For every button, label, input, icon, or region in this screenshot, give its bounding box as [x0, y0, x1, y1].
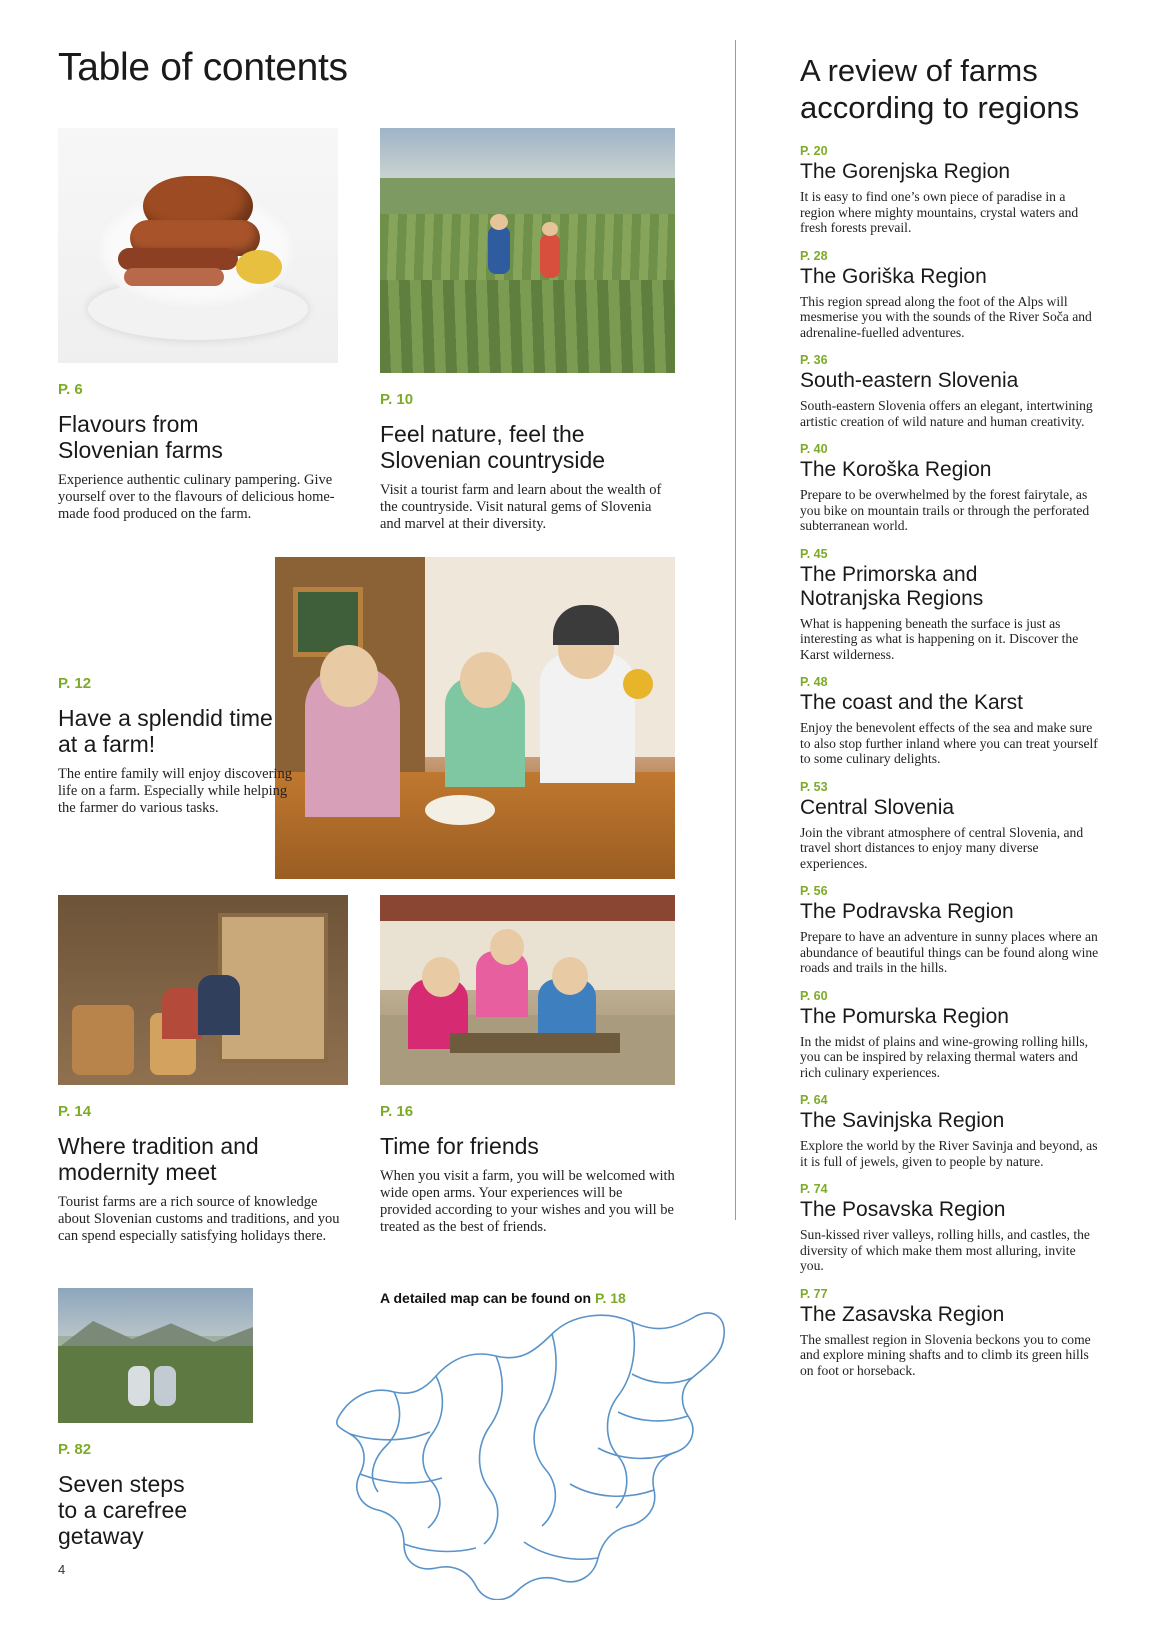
region-entry-posavska[interactable] — [800, 1182, 1100, 1274]
toc-entry-title: Flavours from Slovenian farms — [58, 411, 223, 463]
region-name: The Zasavska Region — [800, 1302, 1005, 1326]
region-desc: In the midst of plains and wine-growing rolling hills, you can be inspired by relaxing thermal waters and rich culinary experiences. — [800, 1033, 1089, 1080]
region-name: The Podravska Region — [800, 900, 1014, 923]
region-page-number: P. 28 — [800, 248, 828, 263]
region-entry-zasavska[interactable] — [800, 1287, 1100, 1379]
toc-entry-title: Have a splendid time at a farm! — [58, 705, 273, 757]
folio-page-number: 4 — [58, 1562, 66, 1577]
region-desc: Prepare to have an adventure in sunny places where an abundance of beautiful things can be found along wine roads and trails in the hills. — [800, 929, 1099, 975]
region-desc: Prepare to be overwhelmed by the forest fairytale, as you bike on mountain trails or through the perforated subterranean world. — [800, 487, 1090, 533]
toc-entry-title: Time for friends — [380, 1133, 539, 1159]
region-page-number: P. 40 — [800, 442, 828, 456]
region-name: The Goriška Region — [800, 264, 987, 288]
farmhouse-cellar-photo — [58, 895, 348, 1085]
toc-entry-desc: When you visit a farm, you will be welcomed with wide open arms. Your experiences will be provided according to your wishes and you will be treated as the best of friends. — [380, 1168, 675, 1235]
region-entry-coast-karst[interactable] — [800, 675, 1100, 767]
toc-entry-desc: Visit a tourist farm and learn about the wealth of the countryside. Visit natural gems of Slovenia and marvel at their diversity. — [380, 482, 662, 532]
region-desc: South-eastern Slovenia offers an elegant, intertwining artistic creation of wild nature and human creativity. — [800, 398, 1093, 429]
region-entry-primorska-notranjska[interactable] — [800, 547, 1100, 663]
region-name: The Primorska and Notranjska Regions — [800, 562, 984, 610]
slovenia-map-icon — [320, 1300, 740, 1600]
region-page-number: P. 77 — [800, 1286, 828, 1301]
toc-entry-tradition[interactable] — [58, 895, 348, 1245]
toc-entry-splendid-time[interactable] — [58, 675, 293, 817]
region-desc: Join the vibrant atmosphere of central Slovenia, and travel short distances to enjoy many diverse experiences. — [800, 824, 1084, 871]
region-name: The coast and the Karst — [800, 691, 1023, 714]
hikers-in-vineyard-photo — [380, 128, 675, 373]
region-name: The Gorenjska Region — [800, 160, 1011, 183]
region-entry-central-slovenia[interactable] — [800, 780, 1100, 872]
region-entry-savinjska[interactable] — [800, 1093, 1100, 1169]
alpine-village-walk-photo — [58, 1288, 253, 1423]
region-name: The Posavska Region — [800, 1198, 1006, 1221]
region-entry-south-eastern[interactable] — [800, 353, 1100, 429]
region-desc: The smallest region in Slovenia beckons you to come and explore mining shafts and to climb its green hills on foot or horseback. — [800, 1331, 1091, 1378]
toc-entry-title: Where tradition and modernity meet — [58, 1133, 259, 1185]
region-page-number: P. 36 — [800, 353, 828, 367]
region-name: The Koroška Region — [800, 458, 992, 481]
region-entry-koroska[interactable] — [800, 442, 1100, 534]
family-baking-photo-block — [275, 557, 675, 879]
toc-entry-title: Feel nature, feel the Slovenian countryside — [380, 421, 606, 473]
region-name: Central Slovenia — [800, 795, 955, 819]
region-page-number: P. 60 — [800, 988, 828, 1003]
slovenia-outline-map — [320, 1300, 740, 1600]
toc-entry-title: Seven steps to a carefree getaway — [58, 1471, 188, 1549]
toc-entry-desc: Tourist farms are a rich source of knowledge about Slovenian customs and traditions, and you can spend especially satisfying holidays there. — [58, 1194, 340, 1244]
toc-entry-desc: The entire family will enjoy discovering life on a farm. Especially while helping the farmer do various tasks. — [58, 766, 292, 816]
region-entry-podravska[interactable] — [800, 884, 1100, 976]
toc-page-number: P. 12 — [58, 675, 92, 692]
map-note-text: A detailed map can be found on — [380, 1290, 595, 1306]
region-page-number: P. 48 — [800, 675, 828, 689]
regions-title: A review of farms according to regions — [800, 53, 1080, 125]
toc-entry-time-for-friends[interactable] — [380, 895, 675, 1236]
friends-at-table-photo — [380, 895, 675, 1085]
region-name: South-eastern Slovenia — [800, 369, 1019, 392]
toc-entry-desc: Experience authentic culinary pampering. Give yourself over to the flavours of delicious home-made food produced on the farm. — [58, 472, 335, 522]
regions-column — [800, 52, 1100, 1391]
column-divider — [735, 40, 736, 1220]
region-desc: Explore the world by the River Savinja and beyond, as it is full of jewels, given to people by nature. — [800, 1138, 1098, 1169]
region-page-number: P. 64 — [800, 1093, 828, 1107]
region-entry-gorenjska[interactable] — [800, 144, 1100, 236]
region-page-number: P. 45 — [800, 546, 828, 561]
map-note-page: P. 18 — [594, 1290, 626, 1306]
region-desc: Enjoy the benevolent effects of the sea and make sure to also stop further inland where you can treat yourself to some culinary delights. — [800, 720, 1098, 766]
region-entry-goriska[interactable] — [800, 249, 1100, 341]
toc-entry-seven-steps[interactable] — [58, 1288, 253, 1558]
region-name: The Pomurska Region — [800, 1004, 1009, 1028]
toc-page-number: P. 14 — [58, 1103, 92, 1120]
region-desc: This region spread along the foot of the Alps will mesmerise you with the sounds of the River Soča and adrenaline-fuelled adventures. — [800, 293, 1092, 340]
region-page-number: P. 56 — [800, 884, 828, 898]
region-desc: What is happening beneath the surface is just as interesting as what is happening on it. Discover the Karst wilderness. — [800, 615, 1079, 662]
region-page-number: P. 74 — [800, 1182, 828, 1196]
toc-page-number: P. 82 — [58, 1441, 92, 1458]
table-of-contents-column — [58, 46, 698, 104]
region-page-number: P. 53 — [800, 779, 828, 794]
plate-of-sausages-photo — [58, 128, 338, 363]
toc-page-number: P. 6 — [58, 381, 83, 398]
toc-entry-feel-nature[interactable] — [380, 128, 675, 533]
region-desc: Sun-kissed river valleys, rolling hills, and castles, the diversity of which make them most alluring, invite you. — [800, 1227, 1090, 1273]
page-title: Table of contents — [58, 46, 348, 89]
toc-entry-flavours[interactable] — [58, 128, 338, 523]
toc-page-number: P. 16 — [380, 1103, 414, 1120]
region-page-number: P. 20 — [800, 144, 828, 158]
family-baking-bread-photo — [275, 557, 675, 879]
region-entry-pomurska[interactable] — [800, 989, 1100, 1081]
region-name: The Savinjska Region — [800, 1109, 1005, 1132]
region-desc: It is easy to find one’s own piece of paradise in a region where mighty mountains, crystal waters and fresh forests prevail. — [800, 189, 1079, 235]
toc-page-number: P. 10 — [380, 391, 414, 408]
